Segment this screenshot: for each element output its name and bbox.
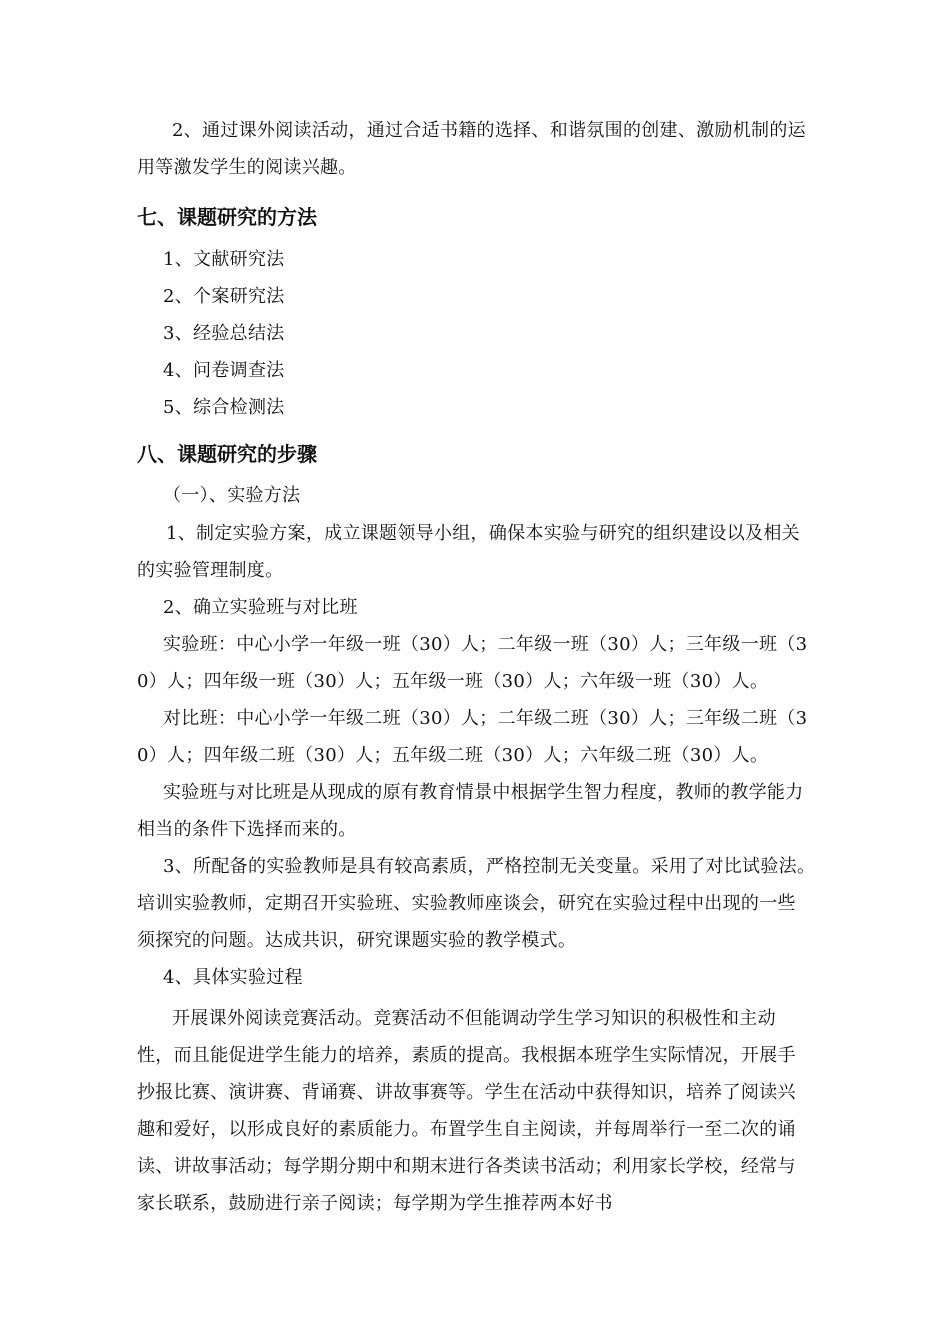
intro-line-2: 用等激发学生的阅读兴趣。 [137,157,357,178]
process-line-3: 抄报比赛、演讲赛、背诵赛、讲故事赛等。学生在活动中获得知识，培养了阅读兴 [137,1082,796,1103]
step-3-line-2: 培训实验教师，定期召开实验班、实验教师座谈会，研究在实验过程中出现的一些 [137,893,796,914]
step-1-line-1: 1、制定实验方案，成立课题领导小组，确保本实验与研究的组织建设以及相关 [166,523,800,544]
control-class-line-2: 0）人；四年级二班（30）人；五年级二班（30）人；六年级二班（30）人。 [137,745,769,766]
subheading-experiment-method: （一）、实验方法 [163,485,301,506]
experiment-class-line-2: 0）人；四年级一班（30）人；五年级一班（30）人；六年级一班（30）人。 [137,671,769,692]
process-line-1: 开展课外阅读竞赛活动。竞赛活动不但能调动学生学习知识的积极性和主动 [172,1008,776,1029]
step-2-title: 2、确立实验班与对比班 [163,597,358,618]
class-basis-line-2: 相当的条件下选择而来的。 [137,819,357,840]
process-line-5: 读、讲故事活动；每学期分期中和期末进行各类读书活动；利用家长学校，经常与 [137,1156,796,1177]
step-3-line-1: 3、所配备的实验教师是具有较高素质，严格控制无关变量。采用了对比试验法。 [163,856,816,877]
method-item-3: 3、经验总结法 [163,323,285,344]
section-7-heading: 七、课题研究的方法 [137,205,317,229]
experiment-class-line-1: 实验班：中心小学一年级一班（30）人；二年级一班（30）人；三年级一班（3 [163,634,808,655]
step-3-line-3: 须探究的问题。达成共识，研究课题实验的教学模式。 [137,930,577,951]
class-basis-line-1: 实验班与对比班是从现成的原有教育情景中根据学生智力程度，教师的教学能力 [163,782,804,803]
step-1-line-2: 的实验管理制度。 [137,560,284,581]
step-4-title: 4、具体实验过程 [163,967,303,988]
process-line-6: 家长联系，鼓励进行亲子阅读；每学期为学生推荐两本好书 [137,1193,613,1214]
control-class-line-1: 对比班：中心小学一年级二班（30）人；二年级二班（30）人；三年级二班（3 [163,708,808,729]
section-8-heading: 八、课题研究的步骤 [137,442,317,466]
process-line-2: 性，而且能促进学生能力的培养，素质的提高。我根据本班学生实际情况，开展手 [137,1045,796,1066]
method-item-4: 4、问卷调查法 [163,360,285,381]
method-item-1: 1、文献研究法 [163,249,285,270]
process-line-4: 趣和爱好，以形成良好的素质能力。布置学生自主阅读，并每周举行一至二次的诵 [137,1119,796,1140]
method-item-2: 2、个案研究法 [163,286,285,307]
intro-line-1: 2、通过课外阅读活动，通过合适书籍的选择、和谐氛围的创建、激励机制的运 [172,120,806,141]
method-item-5: 5、综合检测法 [163,397,285,418]
